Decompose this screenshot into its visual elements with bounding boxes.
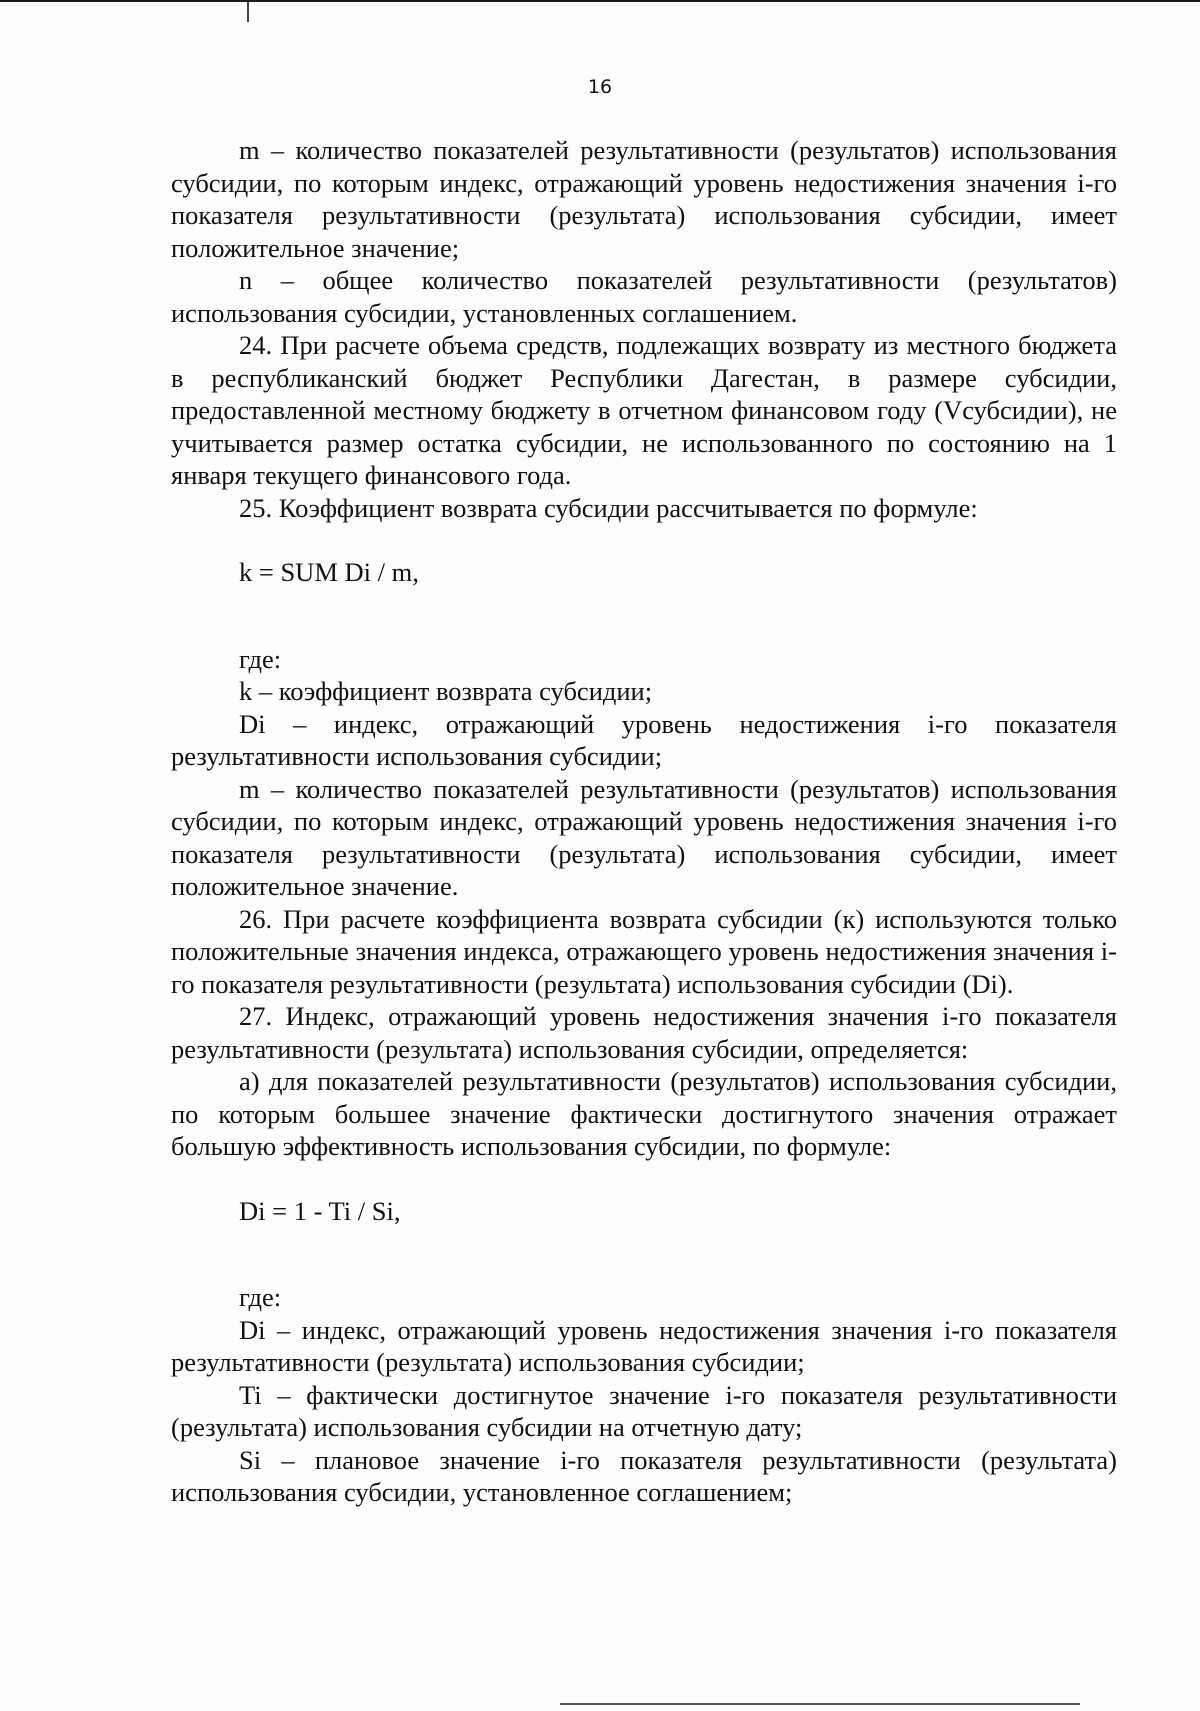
paragraph-di-definition: Di – индекс, отражающий уровень недостижения i-го показателя результативности использования субсидии; bbox=[171, 708, 1117, 771]
scan-mark bbox=[247, 2, 249, 22]
paragraph-27a: а) для показателей результативности (результатов) использования субсидии, по которым большее значение фактически достигнутого значения отражает большую эффективность использования субсидии, по формуле: bbox=[171, 1066, 1117, 1161]
paragraph-k-definition: k – коэффициент возврата субсидии; bbox=[239, 676, 653, 706]
paragraph-26: 26. При расчете коэффициента возврата субсидии (к) используются только положительные значения индекса, отражающего уровень недостижения значения i-го показателя результативности (результата) использования субсидии (Di). bbox=[171, 903, 1117, 999]
where-label-2: где: bbox=[239, 1282, 282, 1312]
paragraph-di-definition-2: Di – индекс, отражающий уровень недостижения значения i-го показателя результативности (результата) использования субсидии; bbox=[171, 1314, 1117, 1377]
paragraph-ti-definition: Ti – фактически достигнутое значение i-го показателя результативности (результата) использования субсидии на отчетную дату; bbox=[171, 1379, 1117, 1442]
scan-top-border bbox=[0, 0, 1200, 2]
paragraph-27: 27. Индекс, отражающий уровень недостижения значения i-го показателя результативности (результата) использования субсидии, определяется: bbox=[171, 1001, 1117, 1064]
formula-di: Di = 1 - Ti / Si, bbox=[239, 1195, 401, 1226]
document-body bbox=[171, 134, 1117, 1509]
paragraph-24: 24. При расчете объема средств, подлежащих возврату из местного бюджета в республиканский бюджет Республики Дагестан, в размере субсидии, предоставленной местному бюджету в отчетном финансовом году (Vсубсидии), не учитывается размер остатка субсидии, не использованного по состоянию на 1 января текущего финансового года. bbox=[171, 330, 1117, 490]
paragraph-si-definition: Si – плановое значение i-го показателя результативности (результата) использования субсидии, установленное соглашением; bbox=[171, 1444, 1117, 1507]
paragraph-25: 25. Коэффициент возврата субсидии рассчитывается по формуле: bbox=[239, 492, 978, 523]
paragraph-m-definition-2: m – количество показателей результативности (результатов) использования субсидии, по которым индекс, отражающий уровень недостижения значения i-го показателя результативности (результата) использования субсидии, имеет положительное значение. bbox=[171, 773, 1117, 901]
page-number: 16 bbox=[587, 76, 613, 98]
scan-bottom-border bbox=[560, 1703, 1080, 1705]
formula-k: k = SUM Di / m, bbox=[239, 557, 419, 587]
where-label: где: bbox=[239, 643, 282, 674]
paragraph-n-definition: n – общее количество показателей результативности (результатов) использования субсидии, установленных соглашением. bbox=[171, 265, 1117, 328]
paragraph-m-definition: m – количество показателей результативности (результатов) использования субсидии, по которым индекс, отражающий уровень недостижения значения i-го показателя результативности (результата) использования субсидии, имеет положительное значение; bbox=[171, 135, 1117, 263]
